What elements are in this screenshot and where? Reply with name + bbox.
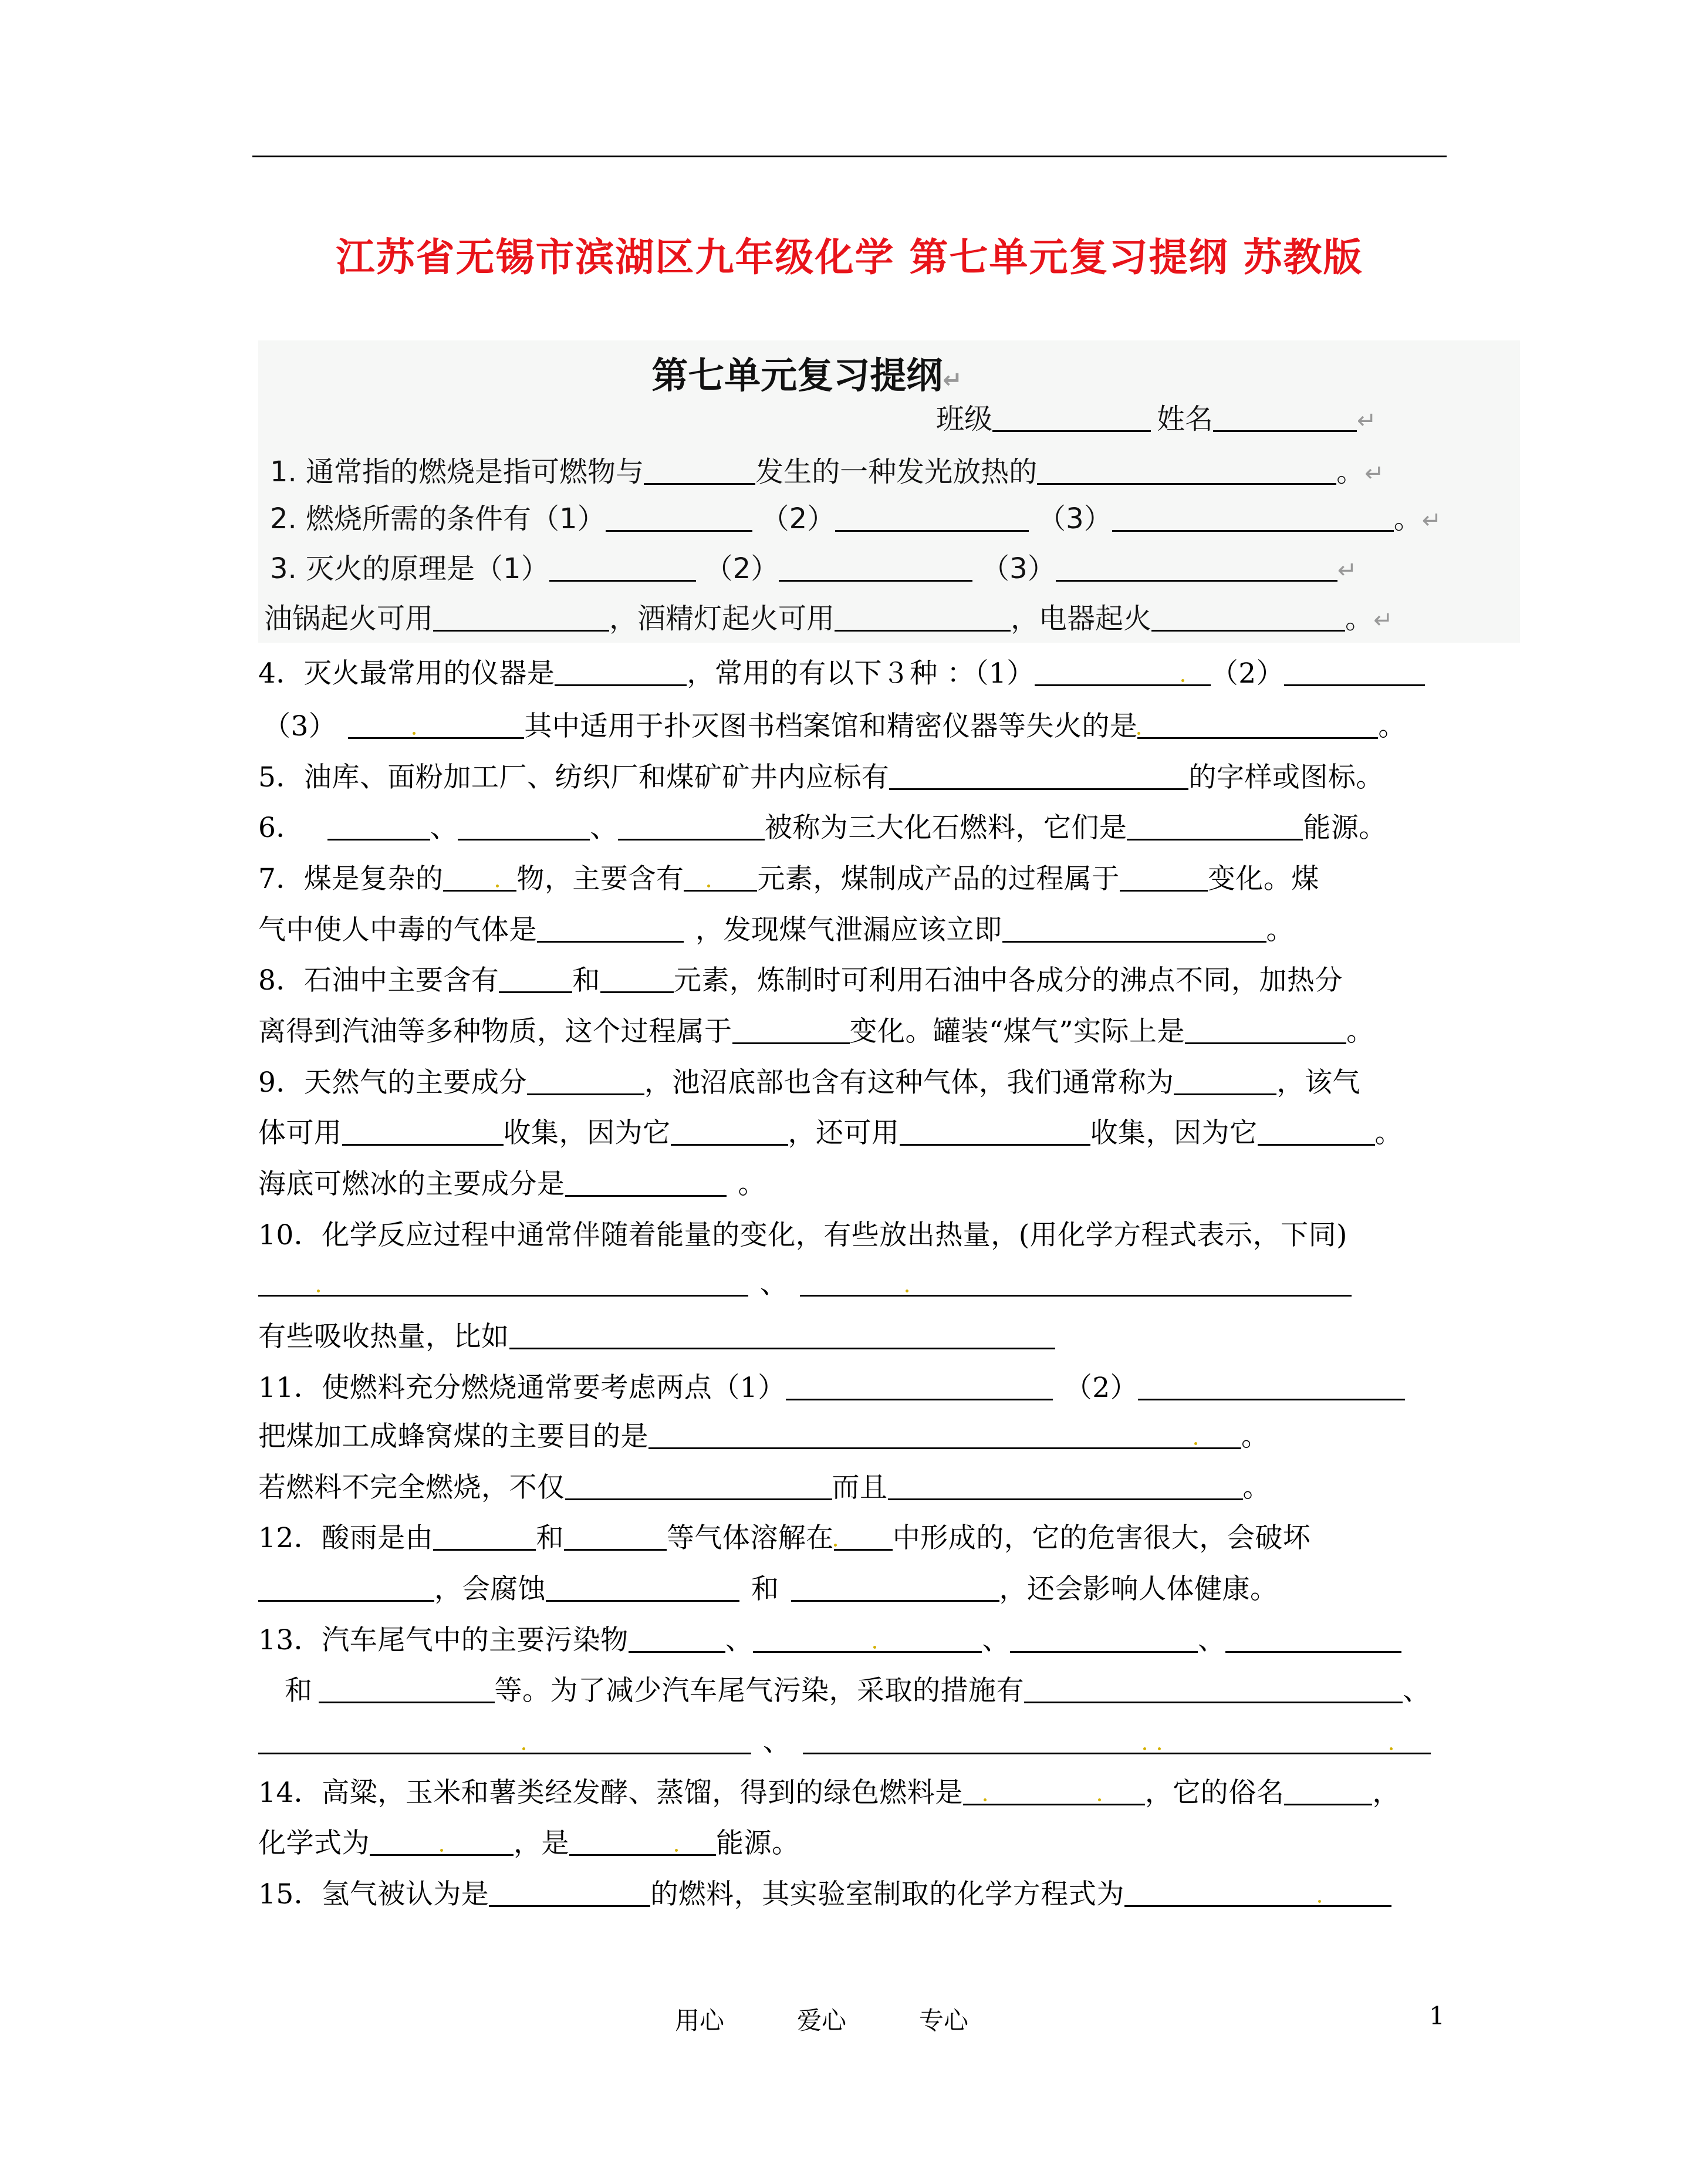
answer-blank[interactable] xyxy=(803,1726,1431,1754)
question-text: 。 xyxy=(1346,1015,1374,1048)
question-text: 。 xyxy=(1266,914,1294,946)
answer-blank[interactable] xyxy=(1120,863,1208,892)
answer-blank[interactable] xyxy=(555,657,687,686)
question-text: 、 xyxy=(590,812,618,844)
question-text: 。 xyxy=(1378,710,1406,742)
question-text: ，发现煤气泄漏应该立即 xyxy=(695,914,1002,946)
question-text: 和 xyxy=(572,964,600,997)
answer-blank[interactable] xyxy=(489,1878,650,1907)
answer-blank[interactable] xyxy=(800,1268,1352,1297)
question-text: 化学式为 xyxy=(258,1827,370,1859)
question-text: 能源。 xyxy=(1303,812,1387,844)
question-text: 姓名 xyxy=(1157,403,1214,436)
question-text: ，常用的有以下３种 ：（1） xyxy=(687,657,1035,690)
question-text: 和 xyxy=(751,1573,779,1605)
question-9-line-1 xyxy=(258,1061,1360,1100)
answer-blank[interactable] xyxy=(1284,657,1425,686)
footer-motto: 用心 爱心 专心 xyxy=(675,2006,968,2035)
answer-blank[interactable] xyxy=(433,603,609,632)
return-mark: ↵ xyxy=(1337,557,1357,584)
question-text: 1. 通常指的燃烧是指可燃物与 xyxy=(270,455,644,488)
stray-dot xyxy=(984,1798,987,1801)
answer-blank[interactable] xyxy=(1151,603,1345,632)
question-13-line-1 xyxy=(258,1618,1401,1658)
answer-blank[interactable] xyxy=(889,761,1188,790)
question-4-line-1 xyxy=(258,652,1425,691)
answer-blank[interactable] xyxy=(606,503,752,532)
question-text: 中形成的，它的危害很大，会破坏 xyxy=(892,1522,1311,1554)
question-12-line-2 xyxy=(258,1567,1278,1606)
question-text: ，池沼底部也含有这种气体，我们通常称为 xyxy=(644,1066,1174,1099)
answer-blank[interactable] xyxy=(1124,1878,1391,1907)
question-text: 油锅起火可用 xyxy=(264,602,434,635)
question-text: 等。为了减少汽车尾气污染，采取的措施有 xyxy=(494,1675,1024,1707)
stray-dot xyxy=(707,885,710,887)
question-7-line-1 xyxy=(258,857,1319,896)
stray-dot xyxy=(1158,1747,1161,1750)
answer-blank[interactable] xyxy=(753,1624,982,1653)
answer-blank[interactable] xyxy=(1002,914,1266,943)
question-text: 变化。罐装“煤气”实际上是 xyxy=(849,1015,1185,1048)
question-8-line-1 xyxy=(258,958,1343,998)
answer-blank[interactable] xyxy=(327,812,430,840)
answer-blank[interactable] xyxy=(1225,1624,1401,1653)
answer-blank[interactable] xyxy=(443,863,516,892)
question-9-line-2 xyxy=(258,1111,1403,1150)
question-text: 8．石油中主要含有 xyxy=(258,964,499,997)
stray-dot xyxy=(873,1646,876,1649)
stray-dot xyxy=(496,885,499,887)
question-text: ，还可用 xyxy=(788,1117,900,1149)
question-text: 而且 xyxy=(832,1471,888,1504)
answer-blank[interactable] xyxy=(1056,553,1337,582)
question-text: 元素，煤制成产品的过程属于 xyxy=(757,863,1120,895)
answer-blank[interactable] xyxy=(684,863,757,892)
answer-blank[interactable] xyxy=(546,1573,739,1602)
answer-blank[interactable] xyxy=(732,1015,850,1044)
answer-blank[interactable] xyxy=(779,553,972,582)
answer-blank[interactable] xyxy=(549,553,696,582)
stray-dot xyxy=(440,1849,443,1852)
question-7-line-2 xyxy=(258,908,1294,947)
answer-blank[interactable] xyxy=(258,1726,751,1754)
answer-blank[interactable] xyxy=(565,1168,727,1197)
answer-blank[interactable] xyxy=(1185,1015,1346,1044)
question-text: 3. 灭火的原理是（1） xyxy=(270,552,549,585)
question-text: （2） xyxy=(1064,1372,1139,1404)
question-text: 被称为三大化石燃料，它们是 xyxy=(764,812,1127,844)
question-text: （2） xyxy=(1210,657,1285,690)
return-mark: ↵ xyxy=(1357,407,1377,434)
answer-blank[interactable] xyxy=(963,1777,1145,1805)
question-11-line-2 xyxy=(258,1415,1269,1454)
question-text: ， xyxy=(1372,1777,1400,1809)
question-15 xyxy=(258,1872,1391,1912)
question-text: （2） xyxy=(704,552,779,585)
answer-blank[interactable] xyxy=(258,1268,748,1297)
question-text: 离得到汽油等多种物质，这个过程属于 xyxy=(258,1015,732,1048)
question-text: 。 xyxy=(1336,455,1365,488)
question-text: 若燃料不完全燃烧，不仅 xyxy=(258,1471,565,1504)
question-text: 其中适用于扑灭图书档案馆和精密仪器等失火的是 xyxy=(524,710,1138,742)
answer-blank[interactable] xyxy=(565,1471,832,1500)
answer-blank[interactable] xyxy=(1138,1372,1405,1400)
scan-question-1 xyxy=(270,449,1384,490)
stray-dot xyxy=(1390,1747,1393,1750)
answer-blank[interactable] xyxy=(370,1827,514,1856)
question-text: 、 xyxy=(725,1624,754,1656)
stray-dot xyxy=(675,1849,678,1852)
answer-blank[interactable] xyxy=(569,1827,716,1856)
question-14-line-2 xyxy=(258,1821,800,1861)
stray-dot xyxy=(906,1290,908,1292)
answer-blank[interactable] xyxy=(671,1117,788,1146)
question-text: 把煤加工成蜂窝煤的主要目的是 xyxy=(258,1420,648,1453)
question-8-line-2 xyxy=(258,1010,1374,1049)
question-text: 15．氢气被认为是 xyxy=(258,1878,489,1910)
question-text: 、 xyxy=(760,1268,788,1300)
answer-blank[interactable] xyxy=(348,710,524,739)
answer-blank[interactable] xyxy=(527,1066,644,1095)
answer-blank[interactable] xyxy=(1284,1777,1372,1805)
answer-blank[interactable] xyxy=(835,503,1029,532)
question-text: 4．灭火最常用的仪器是 xyxy=(258,657,555,690)
question-10-line-1 xyxy=(258,1213,1347,1253)
question-4-line-2 xyxy=(263,704,1406,744)
answer-blank[interactable] xyxy=(509,1321,1055,1349)
question-6 xyxy=(258,806,1387,845)
question-text: 、 xyxy=(1403,1675,1431,1707)
question-13-line-2 xyxy=(285,1669,1431,1708)
return-mark: ↵ xyxy=(1364,460,1384,487)
question-text: 变化。煤 xyxy=(1207,863,1319,895)
question-text: 海底可燃冰的主要成分是 xyxy=(258,1168,565,1200)
answer-blank[interactable] xyxy=(786,1372,1053,1400)
return-mark: ↵ xyxy=(943,367,962,394)
return-mark: ↵ xyxy=(1373,607,1393,634)
page-number: 1 xyxy=(1429,2001,1445,2030)
answer-blank[interactable] xyxy=(1010,1624,1198,1653)
question-text: ，是 xyxy=(514,1827,569,1859)
question-text: 和 xyxy=(285,1675,313,1707)
answer-blank[interactable] xyxy=(600,964,674,993)
scan-question-3 xyxy=(270,546,1357,586)
question-text: 和 xyxy=(536,1522,564,1554)
class-name-row xyxy=(936,396,1377,437)
question-text: 10．化学反应过程中通常伴随着能量的变化，有些放出热量，(用化学方程式表示，下同) xyxy=(258,1219,1347,1251)
question-text: （3） xyxy=(981,552,1056,585)
question-9-line-3 xyxy=(258,1162,766,1201)
question-text: 班级 xyxy=(936,403,993,436)
question-5 xyxy=(258,755,1384,795)
return-mark: ↵ xyxy=(1421,507,1442,534)
answer-blank[interactable] xyxy=(319,1675,495,1703)
answer-blank[interactable] xyxy=(1024,1675,1403,1703)
stray-dot xyxy=(834,1544,837,1547)
question-text: 13．汽车尾气中的主要污染物 xyxy=(258,1624,629,1656)
question-text: 14．高粱，玉米和薯类经发酵、蒸馏，得到的绿色燃料是 xyxy=(258,1777,963,1809)
stray-dot xyxy=(522,1747,525,1750)
question-text: 6． xyxy=(258,812,304,844)
question-11-line-1 xyxy=(258,1366,1405,1405)
question-text: 9．天然气的主要成分 xyxy=(258,1066,527,1099)
scanned-outline-image xyxy=(258,340,1520,643)
answer-blank[interactable] xyxy=(433,1522,536,1551)
question-text: 、 xyxy=(982,1624,1010,1656)
question-text: ，电器起火 xyxy=(1011,602,1152,635)
answer-blank[interactable] xyxy=(1174,1066,1276,1095)
question-text: （2） xyxy=(761,502,836,535)
answer-blank[interactable] xyxy=(537,914,684,943)
answer-blank[interactable] xyxy=(835,603,1011,632)
scan-question-2 xyxy=(270,496,1441,536)
question-text: 的字样或图标。 xyxy=(1188,761,1384,794)
question-text: ，还会影响人体健康。 xyxy=(999,1573,1278,1605)
document-title: 江苏省无锡市滨湖区九年级化学 第七单元复习提纲 苏教版 xyxy=(336,234,1363,280)
answer-blank[interactable] xyxy=(499,964,572,993)
answer-blank[interactable] xyxy=(834,1522,893,1551)
question-10-line-3 xyxy=(258,1315,1055,1354)
question-14-line-1 xyxy=(258,1771,1400,1810)
question-text: （3） xyxy=(1038,502,1112,535)
class-blank[interactable] xyxy=(992,403,1151,432)
question-12-line-1 xyxy=(258,1516,1310,1555)
answer-blank[interactable] xyxy=(1035,657,1211,686)
answer-blank[interactable] xyxy=(564,1522,667,1551)
question-text: 、 xyxy=(430,812,458,844)
question-text: 气中使人中毒的气体是 xyxy=(258,914,537,946)
answer-blank[interactable] xyxy=(1112,503,1394,532)
answer-blank[interactable] xyxy=(648,1420,1241,1449)
question-text: 能源。 xyxy=(716,1827,800,1859)
answer-blank[interactable] xyxy=(1137,710,1378,739)
question-text: 5．油库、面粉加工厂、纺织厂和煤矿矿井内应标有 xyxy=(258,761,890,794)
question-text: 、 xyxy=(763,1726,791,1758)
question-text: 。 xyxy=(1374,1117,1403,1149)
question-text: 。 xyxy=(1241,1420,1269,1453)
question-text: 元素，炼制时可利用石油中各成分的沸点不同，加热分 xyxy=(673,964,1343,997)
question-text: ，酒精灯起火可用 xyxy=(609,602,835,635)
stray-dot xyxy=(1143,1747,1146,1750)
answer-blank[interactable] xyxy=(1037,456,1336,485)
stray-dot xyxy=(1318,1900,1321,1903)
answer-blank[interactable] xyxy=(644,456,755,485)
answer-blank[interactable] xyxy=(1258,1117,1375,1146)
question-text: 收集，因为它 xyxy=(503,1117,671,1149)
stray-dot xyxy=(413,732,416,735)
question-10-line-2 xyxy=(258,1262,1352,1301)
question-text: （3） xyxy=(263,710,337,742)
question-text: 11．使燃料充分燃烧通常要考虑两点（1） xyxy=(258,1372,786,1404)
question-text: 发生的一种发光放热的 xyxy=(755,455,1038,488)
answer-blank[interactable] xyxy=(342,1117,504,1146)
answer-blank[interactable] xyxy=(1127,812,1303,840)
stray-dot xyxy=(1137,732,1140,735)
question-text: ，该气 xyxy=(1276,1066,1360,1099)
question-text: 有些吸收热量，比如 xyxy=(258,1321,509,1353)
question-text: 体可用 xyxy=(258,1117,342,1149)
scan-title: 第七单元复习提纲↵ xyxy=(651,354,962,397)
question-text: 、 xyxy=(1197,1624,1226,1656)
header-rule xyxy=(252,156,1447,157)
stray-dot xyxy=(317,1290,320,1292)
name-blank[interactable] xyxy=(1213,403,1357,432)
answer-blank[interactable] xyxy=(791,1573,999,1602)
question-text: 的燃料，其实验室制取的化学方程式为 xyxy=(650,1878,1124,1910)
scan-question-3b xyxy=(264,596,1393,636)
question-text: 。 xyxy=(1345,602,1374,635)
answer-blank[interactable] xyxy=(258,1573,434,1602)
question-text: 7．煤是复杂的 xyxy=(258,863,444,895)
question-text: 。 xyxy=(738,1168,766,1200)
question-text: ，会腐蚀 xyxy=(434,1573,546,1605)
question-text: 12．酸雨是由 xyxy=(258,1522,434,1554)
question-text: 。 xyxy=(1242,1471,1271,1504)
answer-blank[interactable] xyxy=(888,1471,1243,1500)
question-text: 物，主要含有 xyxy=(516,863,684,895)
question-text: 。 xyxy=(1393,502,1422,535)
question-13-line-3 xyxy=(258,1720,1431,1759)
stray-dot xyxy=(1181,679,1184,682)
stray-dot xyxy=(1194,1442,1197,1445)
question-text: 2. 燃烧所需的条件有（1） xyxy=(270,502,606,535)
question-text: 等气体溶解在 xyxy=(666,1522,834,1554)
answer-blank[interactable] xyxy=(900,1117,1090,1146)
stray-dot xyxy=(1098,1798,1101,1801)
question-text: 收集，因为它 xyxy=(1090,1117,1258,1149)
answer-blank[interactable] xyxy=(629,1624,725,1653)
answer-blank[interactable] xyxy=(618,812,765,840)
answer-blank[interactable] xyxy=(458,812,590,840)
question-11-line-3 xyxy=(258,1466,1271,1505)
question-text: ，它的俗名 xyxy=(1144,1777,1285,1809)
